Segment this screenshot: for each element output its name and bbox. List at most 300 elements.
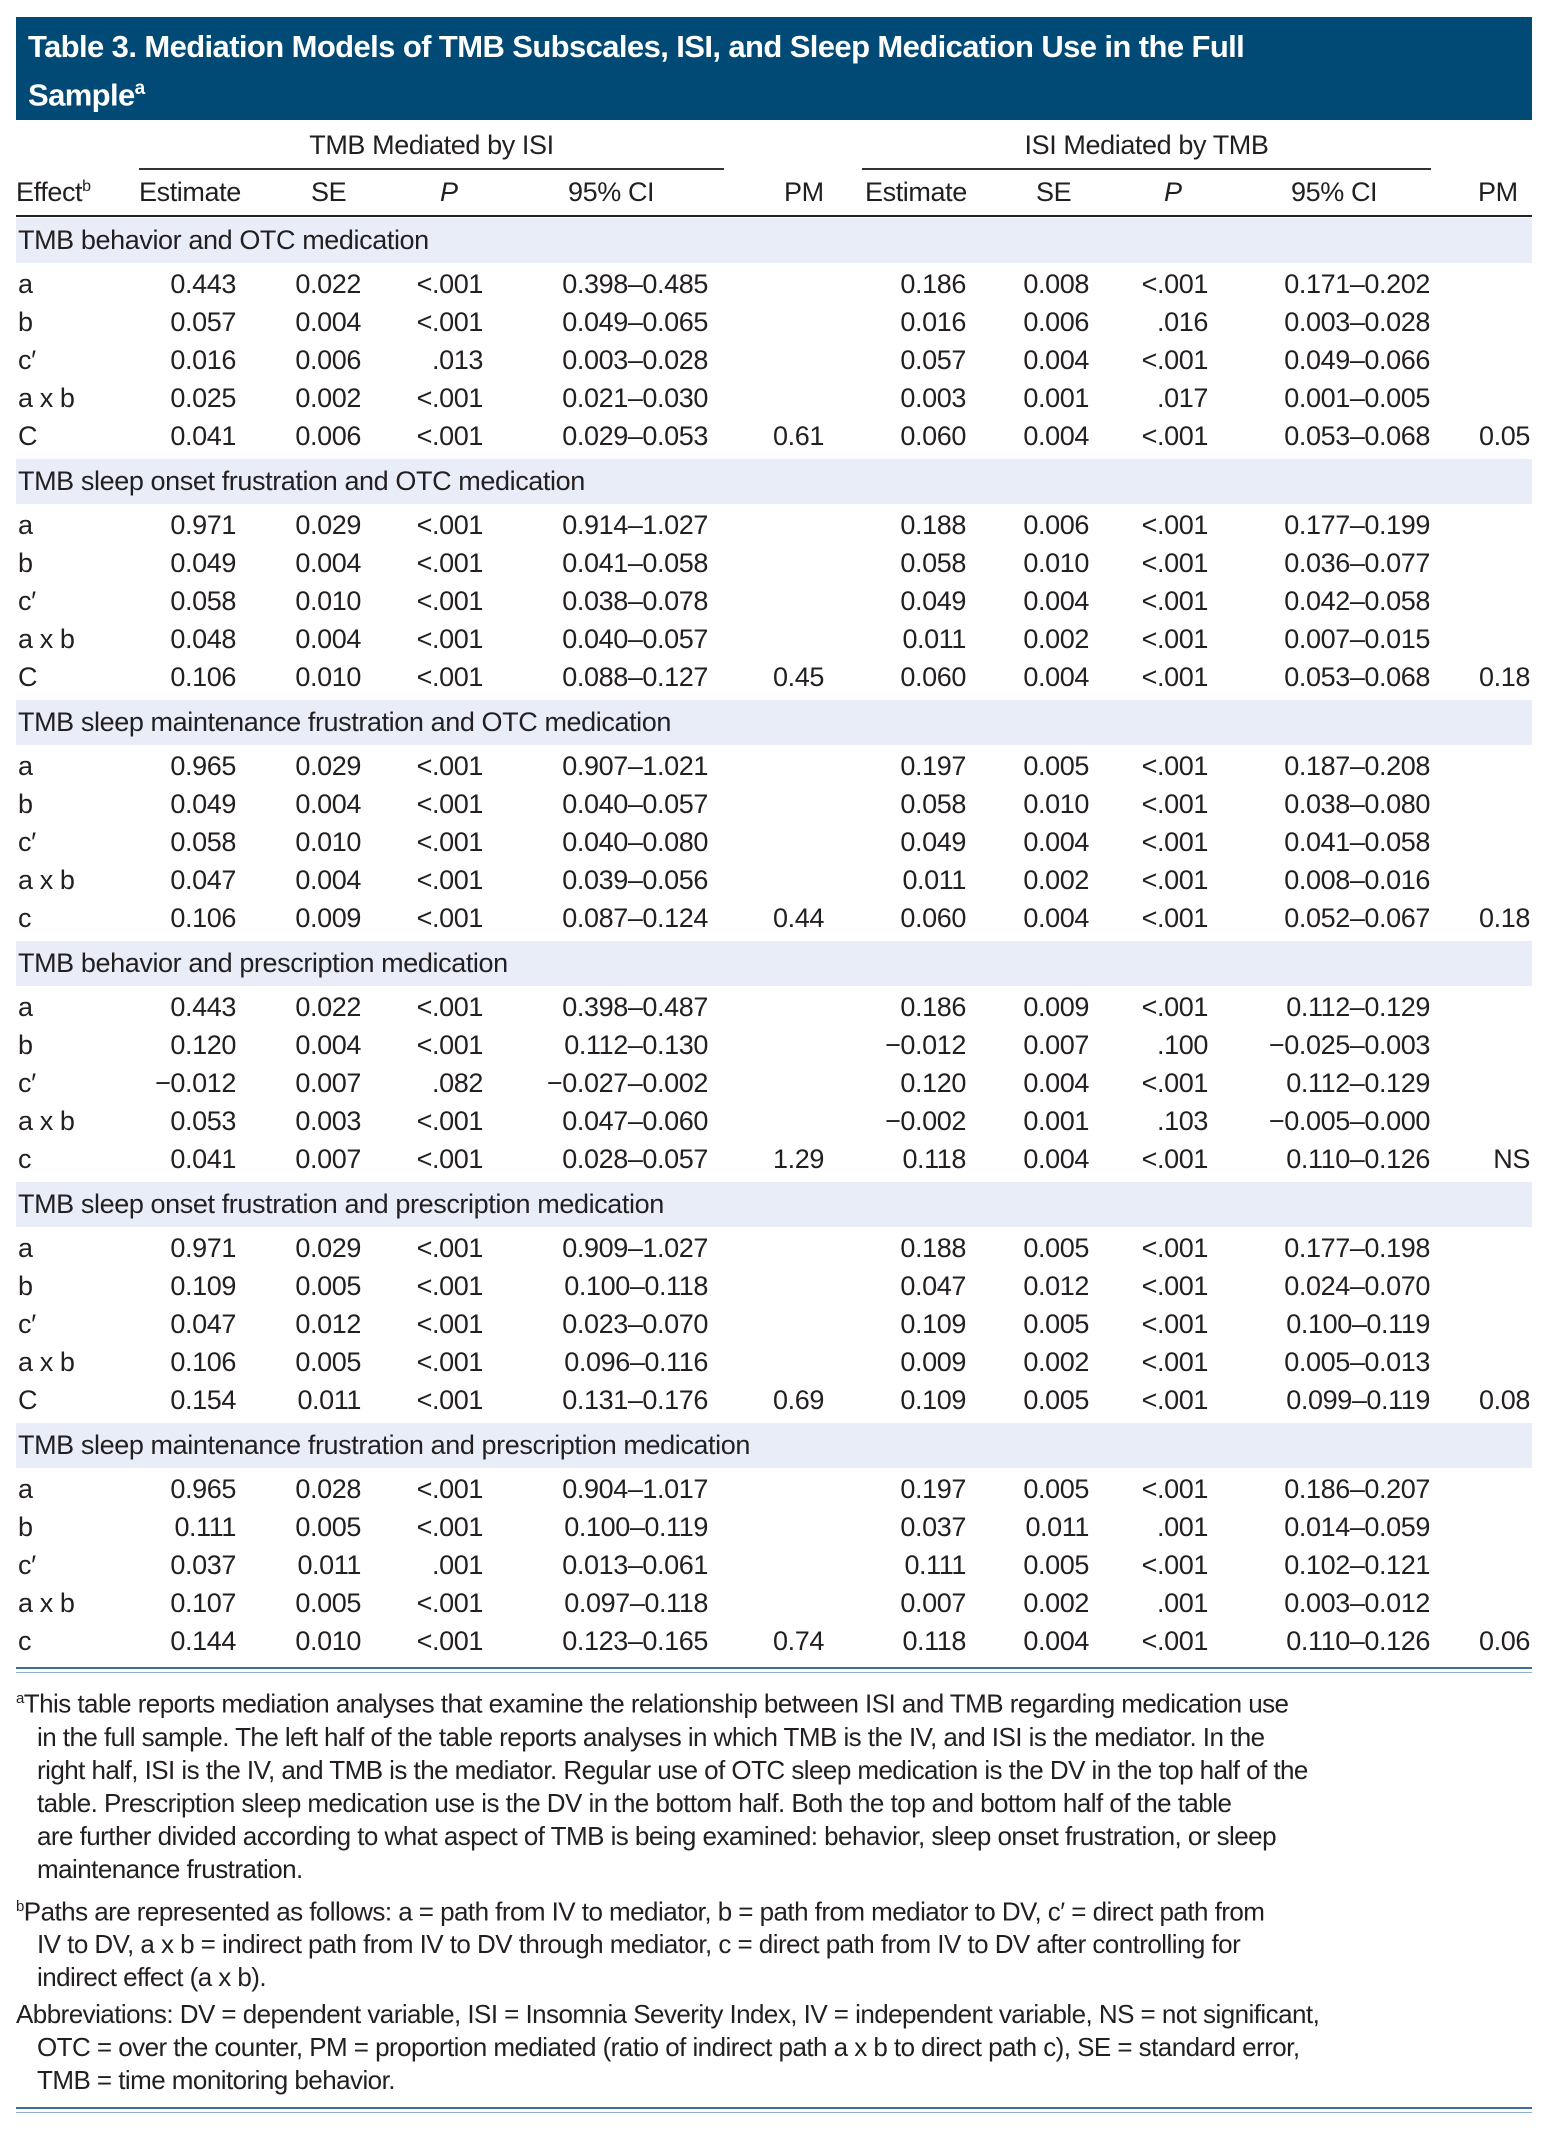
cell-effect: b (18, 789, 33, 819)
cell-se-right: 0.004 (1023, 1144, 1089, 1174)
cell-estimate-right: −0.002 (885, 1106, 966, 1136)
cell-p: <.001 (416, 624, 483, 654)
cell-ci-right: 0.041–0.058 (1284, 827, 1430, 857)
cell-se-right: 0.004 (1023, 903, 1089, 933)
table-row (16, 303, 1532, 341)
cell-ci-right: 0.112–0.129 (1286, 1068, 1430, 1098)
cell-ci: 0.087–0.124 (562, 903, 708, 933)
cell-p-right: <.001 (1141, 1271, 1208, 1301)
cell-ci: 0.038–0.078 (562, 586, 708, 616)
cell-effect: a x b (18, 1347, 75, 1377)
col-effect (16, 177, 91, 208)
col-ci-right: 95% CI (1291, 177, 1378, 207)
cell-effect: a x b (18, 1588, 75, 1618)
cell-effect: a (18, 1474, 33, 1504)
cell-se: 0.011 (297, 1550, 361, 1580)
cell-pm: 0.44 (773, 903, 824, 933)
col-estimate-right: Estimate (865, 177, 967, 207)
cell-pm: 0.74 (773, 1626, 824, 1656)
cell-p: <.001 (416, 789, 483, 819)
table-row (16, 861, 1532, 899)
cell-p-right: <.001 (1141, 992, 1208, 1022)
cell-estimate: 0.048 (170, 624, 236, 654)
cell-se: 0.004 (295, 1030, 361, 1060)
cell-ci: 0.040–0.080 (562, 827, 708, 857)
footnote-text: are further divided according to what aspect of TMB is being examined: behavior, sleep onset frustration, or sleep (37, 1820, 1276, 1851)
cell-p-right: .001 (1157, 1588, 1208, 1618)
cell-se: 0.006 (295, 421, 361, 451)
cell-p-right: <.001 (1141, 586, 1208, 616)
cell-ci-right: 0.171–0.202 (1284, 269, 1430, 299)
cell-ci: 0.028–0.057 (562, 1144, 708, 1174)
cell-se-right: 0.007 (1023, 1030, 1089, 1060)
cell-estimate-right: 0.049 (900, 827, 966, 857)
cell-p: .013 (432, 345, 483, 375)
cell-estimate-right: 0.197 (900, 751, 966, 781)
cell-se-right: 0.011 (1025, 1512, 1089, 1542)
cell-p-right: <.001 (1141, 1309, 1208, 1339)
cell-ci: −0.027–0.002 (546, 1068, 708, 1098)
cell-se: 0.004 (295, 307, 361, 337)
cell-ci-right: 0.053–0.068 (1284, 421, 1430, 451)
cell-ci: 0.398–0.487 (562, 992, 708, 1022)
cell-pm-right: 0.05 (1479, 421, 1530, 451)
cell-estimate-right: 0.007 (900, 1588, 966, 1618)
cell-p: <.001 (416, 421, 483, 451)
cell-effect: c′ (18, 586, 36, 616)
footnote-text: indirect effect (a x b). (37, 1962, 267, 1993)
cell-p: <.001 (416, 751, 483, 781)
footnote-line (16, 1853, 1536, 1886)
footnote-text: in the full sample. The left half of the table reports analyses in which TMB is the IV, and ISI is the mediator. In the (37, 1721, 1265, 1752)
title-footnote-marker: a (134, 78, 145, 99)
cell-se-right: 0.010 (1023, 548, 1089, 578)
cell-estimate: 0.049 (170, 548, 236, 578)
cell-se: 0.005 (295, 1347, 361, 1377)
section-title: TMB behavior and OTC medication (16, 218, 1532, 263)
table-row (16, 544, 1532, 582)
cell-se: 0.029 (295, 1233, 361, 1263)
cell-estimate: 0.971 (170, 1233, 236, 1263)
cell-pm-right: NS (1493, 1144, 1530, 1174)
cell-effect: b (18, 307, 33, 337)
section-title: TMB sleep onset frustration and OTC medication (16, 459, 1532, 504)
cell-p-right: .016 (1157, 307, 1208, 337)
col-effect-label: Effect (16, 177, 83, 207)
col-p-right: P (1164, 177, 1182, 207)
table-row (16, 823, 1532, 861)
cell-p: .001 (432, 1550, 483, 1580)
cell-se: 0.010 (295, 827, 361, 857)
cell-p-right: <.001 (1141, 1550, 1208, 1580)
cell-estimate: 0.971 (170, 510, 236, 540)
cell-ci-right: 0.100–0.119 (1286, 1309, 1430, 1339)
col-ci-left: 95% CI (568, 177, 655, 207)
cell-se: 0.003 (295, 1106, 361, 1136)
cell-estimate-right: 0.109 (900, 1309, 966, 1339)
table-section (16, 459, 1532, 700)
cell-p: <.001 (416, 827, 483, 857)
cell-estimate: 0.041 (170, 421, 236, 451)
cell-pm-right: 0.18 (1479, 903, 1530, 933)
table-bottom-rule (16, 1667, 1532, 1673)
cell-p-right: .017 (1157, 383, 1208, 413)
cell-effect: C (18, 662, 38, 692)
cell-estimate-right: 0.058 (900, 548, 966, 578)
cell-estimate-right: 0.058 (900, 789, 966, 819)
cell-effect: a (18, 992, 33, 1022)
cell-estimate-right: 0.060 (900, 662, 966, 692)
cell-se-right: 0.004 (1023, 345, 1089, 375)
section-title: TMB sleep maintenance frustration and OTC medication (16, 700, 1532, 745)
col-pm-left: PM (784, 177, 824, 207)
cell-effect: a x b (18, 865, 75, 895)
cell-estimate: 0.107 (170, 1588, 236, 1618)
cell-p: <.001 (416, 1233, 483, 1263)
cell-estimate: 0.965 (170, 751, 236, 781)
table-section (16, 1182, 1532, 1423)
header-rule (16, 215, 1532, 217)
cell-se: 0.022 (295, 992, 361, 1022)
cell-estimate: 0.053 (170, 1106, 236, 1136)
cell-se-right: 0.001 (1023, 383, 1089, 413)
cell-se: 0.004 (295, 624, 361, 654)
cell-ci: 0.049–0.065 (562, 307, 708, 337)
table-row (16, 1305, 1532, 1343)
cell-se-right: 0.002 (1023, 624, 1089, 654)
cell-ci: 0.904–1.017 (562, 1474, 708, 1504)
cell-estimate-right: 0.120 (900, 1068, 966, 1098)
cell-se: 0.004 (295, 789, 361, 819)
cell-p: <.001 (416, 307, 483, 337)
cell-se-right: 0.008 (1023, 269, 1089, 299)
cell-pm: 0.69 (773, 1385, 824, 1415)
col-se-left: SE (311, 177, 347, 207)
cell-p: <.001 (416, 510, 483, 540)
footnote-text: OTC = over the counter, PM = proportion mediated (ratio of indirect path a x b to direct path c), SE = standard error, (37, 2032, 1300, 2063)
cell-ci: 0.040–0.057 (562, 624, 708, 654)
cell-ci: 0.021–0.030 (562, 383, 708, 413)
cell-estimate: 0.120 (170, 1030, 236, 1060)
cell-estimate: 0.443 (170, 992, 236, 1022)
cell-effect: b (18, 548, 33, 578)
table-row (16, 747, 1532, 785)
table-title-text-2: Sample (28, 77, 135, 113)
footnote-line (16, 1928, 1536, 1961)
cell-se: 0.011 (297, 1385, 361, 1415)
section-title: TMB sleep onset frustration and prescription medication (16, 1182, 1532, 1227)
cell-p: <.001 (416, 548, 483, 578)
cell-ci: 0.047–0.060 (562, 1106, 708, 1136)
cell-effect: c (18, 1144, 32, 1174)
cell-estimate-right: 0.111 (904, 1550, 966, 1580)
cell-pm: 1.29 (773, 1144, 824, 1174)
cell-se: 0.012 (295, 1309, 361, 1339)
table-section (16, 700, 1532, 941)
cell-p-right: <.001 (1141, 865, 1208, 895)
cell-ci: 0.097–0.118 (564, 1588, 708, 1618)
cell-estimate: 0.049 (170, 789, 236, 819)
cell-p: <.001 (416, 1474, 483, 1504)
cell-p: <.001 (416, 1106, 483, 1136)
cell-se-right: 0.010 (1023, 789, 1089, 819)
cell-se-right: 0.005 (1023, 1233, 1089, 1263)
section-rows (16, 1227, 1532, 1419)
footnote-text: Paths are represented as follows: a = path from IV to mediator, b = path from mediator to DV, c′ = direct path from (23, 1896, 1265, 1927)
cell-effect: a (18, 510, 33, 540)
cell-p-right: <.001 (1141, 1068, 1208, 1098)
footnote-text: IV to DV, a x b = indirect path from IV to DV through mediator, c = direct path from IV to DV after controlling for (37, 1929, 1241, 1960)
cell-estimate-right: 0.060 (900, 903, 966, 933)
cell-se-right: 0.004 (1023, 421, 1089, 451)
cell-pm-right: 0.18 (1479, 662, 1530, 692)
cell-ci-right: 0.110–0.126 (1286, 1626, 1430, 1656)
cell-effect: c (18, 903, 32, 933)
footnote-text: Abbreviations: DV = dependent variable, ISI = Insomnia Severity Index, IV = independent variable, NS = not significant, (16, 1999, 1320, 2030)
cell-ci-right: 0.177–0.198 (1284, 1233, 1430, 1263)
section-title: TMB behavior and prescription medication (16, 941, 1532, 986)
cell-estimate: 0.047 (170, 865, 236, 895)
cell-se-right: 0.002 (1023, 865, 1089, 895)
cell-se: 0.010 (295, 586, 361, 616)
cell-se: 0.005 (295, 1588, 361, 1618)
cell-estimate: 0.058 (170, 827, 236, 857)
table-row (16, 658, 1532, 696)
footnote (16, 1998, 1536, 2097)
table-row (16, 1381, 1532, 1419)
table-section (16, 218, 1532, 459)
table-row (16, 899, 1532, 937)
cell-effect: a (18, 269, 33, 299)
footnote-text: TMB = time monitoring behavior. (37, 2065, 395, 2096)
cell-ci-right: 0.099–0.119 (1286, 1385, 1430, 1415)
cell-ci-right: 0.110–0.126 (1286, 1144, 1430, 1174)
cell-ci-right: −0.005–0.000 (1268, 1106, 1430, 1136)
cell-se: 0.010 (295, 1626, 361, 1656)
cell-effect: c′ (18, 1309, 36, 1339)
cell-se-right: 0.005 (1023, 1309, 1089, 1339)
footnote-line (16, 2031, 1536, 2064)
cell-ci-right: 0.024–0.070 (1284, 1271, 1430, 1301)
cell-estimate: 0.025 (170, 383, 236, 413)
cell-p-right: <.001 (1141, 421, 1208, 451)
col-p-left: P (440, 177, 458, 207)
section-rows (16, 745, 1532, 937)
cell-effect: a (18, 751, 33, 781)
cell-p: <.001 (416, 586, 483, 616)
section-title: TMB sleep maintenance frustration and prescription medication (16, 1423, 1532, 1468)
cell-ci: 0.100–0.119 (564, 1512, 708, 1542)
group-underline-left (139, 168, 724, 170)
cell-p-right: <.001 (1141, 662, 1208, 692)
group-header-left: TMB Mediated by ISI (309, 130, 554, 160)
col-effect-footnote: b (82, 178, 91, 195)
cell-se: 0.002 (295, 383, 361, 413)
table-row (16, 417, 1532, 455)
cell-estimate: 0.041 (170, 1144, 236, 1174)
cell-estimate-right: 0.186 (900, 992, 966, 1022)
cell-se: 0.007 (295, 1144, 361, 1174)
table-section (16, 941, 1532, 1182)
footnote-line (16, 2064, 1536, 2097)
footnote-line (16, 1890, 1536, 1929)
cell-effect: b (18, 1512, 33, 1542)
cell-se-right: 0.004 (1023, 586, 1089, 616)
cell-effect: a (18, 1233, 33, 1263)
cell-ci-right: 0.186–0.207 (1284, 1474, 1430, 1504)
cell-p: <.001 (416, 1309, 483, 1339)
footnote (16, 1682, 1536, 1886)
cell-p: .082 (432, 1068, 483, 1098)
section-rows (16, 504, 1532, 696)
cell-ci: 0.123–0.165 (562, 1626, 708, 1656)
cell-estimate-right: 0.118 (902, 1626, 966, 1656)
cell-se: 0.004 (295, 865, 361, 895)
cell-ci: 0.029–0.053 (562, 421, 708, 451)
cell-ci-right: 0.177–0.199 (1284, 510, 1430, 540)
cell-ci: 0.023–0.070 (562, 1309, 708, 1339)
table-row (16, 1546, 1532, 1584)
cell-ci-right: 0.005–0.013 (1284, 1347, 1430, 1377)
cell-p: <.001 (416, 383, 483, 413)
table-row (16, 1508, 1532, 1546)
cell-p-right: <.001 (1141, 345, 1208, 375)
cell-estimate-right: 0.011 (902, 865, 966, 895)
cell-p-right: <.001 (1141, 1385, 1208, 1415)
cell-estimate-right: 0.060 (900, 421, 966, 451)
cell-se-right: 0.004 (1023, 827, 1089, 857)
table-row (16, 1102, 1532, 1140)
cell-ci-right: 0.003–0.012 (1284, 1588, 1430, 1618)
cell-estimate-right: 0.016 (900, 307, 966, 337)
cell-se-right: 0.002 (1023, 1347, 1089, 1377)
cell-ci-right: 0.038–0.080 (1284, 789, 1430, 819)
cell-p: <.001 (416, 1271, 483, 1301)
cell-ci: 0.112–0.130 (564, 1030, 708, 1060)
cell-effect: a x b (18, 1106, 75, 1136)
cell-ci: 0.131–0.176 (562, 1385, 708, 1415)
cell-estimate: 0.106 (170, 1347, 236, 1377)
cell-ci-right: 0.003–0.028 (1284, 307, 1430, 337)
cell-ci-right: 0.049–0.066 (1284, 345, 1430, 375)
cell-p-right: <.001 (1141, 548, 1208, 578)
col-estimate-left: Estimate (139, 177, 241, 207)
cell-estimate: 0.144 (170, 1626, 236, 1656)
table-row (16, 1622, 1532, 1660)
cell-estimate-right: 0.186 (900, 269, 966, 299)
table-row (16, 1064, 1532, 1102)
cell-ci-right: 0.112–0.129 (1286, 992, 1430, 1022)
cell-estimate-right: 0.037 (900, 1512, 966, 1542)
cell-estimate: 0.016 (170, 345, 236, 375)
cell-estimate: 0.443 (170, 269, 236, 299)
cell-p: <.001 (416, 1347, 483, 1377)
cell-p: <.001 (416, 1588, 483, 1618)
table-row (16, 1140, 1532, 1178)
cell-p-right: <.001 (1141, 903, 1208, 933)
cell-p: <.001 (416, 1144, 483, 1174)
cell-se: 0.029 (295, 751, 361, 781)
cell-se-right: 0.004 (1023, 1626, 1089, 1656)
cell-ci: 0.003–0.028 (562, 345, 708, 375)
cell-se: 0.004 (295, 548, 361, 578)
cell-se-right: 0.006 (1023, 307, 1089, 337)
table-row (16, 379, 1532, 417)
cell-ci: 0.909–1.027 (562, 1233, 708, 1263)
table-row (16, 1267, 1532, 1305)
table-row (16, 265, 1532, 303)
cell-effect: a x b (18, 383, 75, 413)
cell-se-right: 0.001 (1023, 1106, 1089, 1136)
cell-p-right: <.001 (1141, 1144, 1208, 1174)
cell-ci: 0.041–0.058 (562, 548, 708, 578)
cell-ci-right: 0.042–0.058 (1284, 586, 1430, 616)
cell-estimate-right: 0.049 (900, 586, 966, 616)
cell-se-right: 0.004 (1023, 1068, 1089, 1098)
cell-estimate: 0.154 (170, 1385, 236, 1415)
cell-p: <.001 (416, 1626, 483, 1656)
cell-p: <.001 (416, 1385, 483, 1415)
cell-p-right: <.001 (1141, 269, 1208, 299)
cell-ci: 0.039–0.056 (562, 865, 708, 895)
table-row (16, 582, 1532, 620)
cell-pm-right: 0.08 (1479, 1385, 1530, 1415)
cell-p-right: <.001 (1141, 624, 1208, 654)
cell-ci-right: 0.187–0.208 (1284, 751, 1430, 781)
cell-ci: 0.013–0.061 (562, 1550, 708, 1580)
table-row (16, 988, 1532, 1026)
cell-se: 0.006 (295, 345, 361, 375)
cell-p-right: <.001 (1141, 827, 1208, 857)
cell-se: 0.007 (295, 1068, 361, 1098)
table-row (16, 1343, 1532, 1381)
table-row (16, 1229, 1532, 1267)
table-row (16, 1026, 1532, 1064)
cell-se-right: 0.002 (1023, 1588, 1089, 1618)
cell-se: 0.010 (295, 662, 361, 692)
cell-effect: c′ (18, 345, 36, 375)
cell-se-right: 0.005 (1023, 1474, 1089, 1504)
cell-p-right: <.001 (1141, 751, 1208, 781)
cell-p-right: <.001 (1141, 1626, 1208, 1656)
footnote-text: maintenance frustration. (37, 1853, 303, 1884)
cell-ci-right: 0.007–0.015 (1284, 624, 1430, 654)
cell-effect: b (18, 1271, 33, 1301)
cell-ci: 0.907–1.021 (562, 751, 708, 781)
cell-se-right: 0.005 (1023, 751, 1089, 781)
cell-estimate-right: 0.003 (900, 383, 966, 413)
cell-se: 0.009 (295, 903, 361, 933)
footnote-line (16, 1754, 1536, 1787)
cell-ci-right: 0.102–0.121 (1284, 1550, 1430, 1580)
cell-p: <.001 (416, 1512, 483, 1542)
cell-estimate-right: 0.009 (900, 1347, 966, 1377)
cell-pm-right: 0.06 (1479, 1626, 1530, 1656)
footnote-line (16, 1820, 1536, 1853)
col-pm-right: PM (1478, 177, 1518, 207)
cell-se-right: 0.012 (1023, 1271, 1089, 1301)
cell-effect: C (18, 421, 38, 451)
group-header-right: ISI Mediated by TMB (1024, 130, 1269, 160)
cell-p: <.001 (416, 865, 483, 895)
cell-ci-right: 0.036–0.077 (1284, 548, 1430, 578)
cell-p-right: <.001 (1141, 510, 1208, 540)
cell-se-right: 0.006 (1023, 510, 1089, 540)
cell-se-right: 0.009 (1023, 992, 1089, 1022)
table-body (16, 218, 1532, 1664)
col-se-right: SE (1036, 177, 1072, 207)
table-title (16, 17, 1532, 120)
